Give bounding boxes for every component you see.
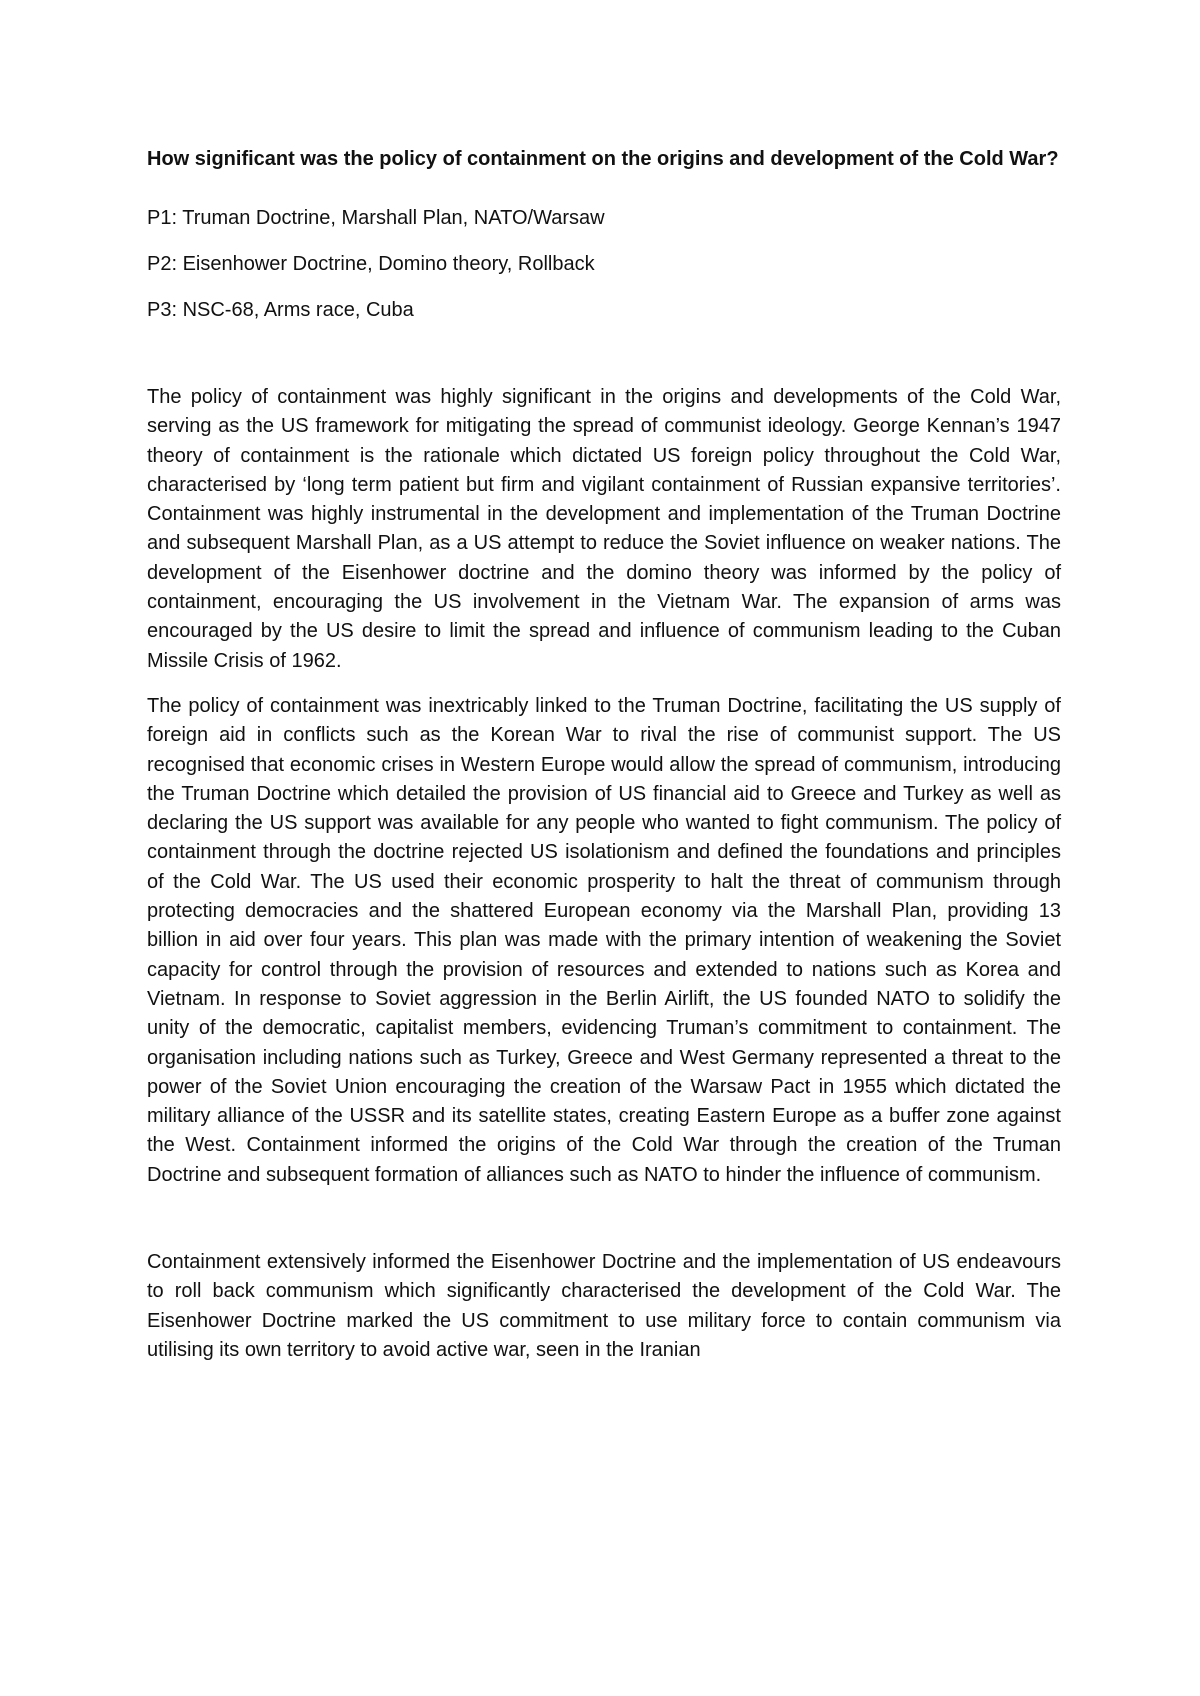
essay-title: How significant was the policy of containment on the origins and development of the Cold War? — [147, 148, 1059, 170]
outline-item-p1: P1: Truman Doctrine, Marshall Plan, NATO/Warsaw — [147, 207, 605, 229]
outline-item-p2: P2: Eisenhower Doctrine, Domino theory, Rollback — [147, 253, 595, 275]
document-body — [147, 145, 1061, 1381]
body-paragraph-1: The policy of containment was inextricably linked to the Truman Doctrine, facilitating the US supply of foreign aid in conflicts such as the Korean War to rival the rise of communist support. The US recognised that economic crises in Western Europe would allow the spread of communism, introducing the Truman Doctrine which detailed the provision of US financial aid to Greece and Turkey as well as declaring the US support was available for any people who wanted to fight communism. The policy of containment through the doctrine rejected US isolationism and defined the foundations and principles of the Cold War. The US used their economic prosperity to halt the threat of communism through protecting democracies and the shattered European economy via the Marshall Plan, providing 13 billion in aid over four years. This plan was made with the primary intention of weakening the Soviet capacity for control through the provision of resources and extended to nations such as Korea and Vietnam. In response to Soviet aggression in the Berlin Airlift, the US founded NATO to solidify the unity of the democratic, capitalist members, evidencing Truman’s commitment to containment. The organisation including nations such as Turkey, Greece and West Germany represented a threat to the power of the Soviet Union encouraging the creation of the Warsaw Pact in 1955 which dictated the military alliance of the USSR and its satellite states, creating Eastern Europe as a buffer zone against the West. Containment informed the origins of the Cold War through the creation of the Truman Doctrine and subsequent formation of alliances such as NATO to hinder the influence of communism. — [147, 694, 1061, 1186]
paragraph-outline — [147, 204, 1061, 325]
outline-item-p3: P3: NSC-68, Arms race, Cuba — [147, 299, 414, 321]
introduction-paragraph: The policy of containment was highly significant in the origins and developments of the Cold War, serving as the US framework for mitigating the spread of communist ideology. George Kennan’s 1947 theory of containment is the rationale which dictated US foreign policy throughout the Cold War, characterised by ‘long term patient but firm and vigilant containment of Russian expansive territories’. Containment was highly instrumental in the development and implementation of the Truman Doctrine and subsequent Marshall Plan, as a US attempt to reduce the Soviet influence on weaker nations. The development of the Eisenhower doctrine and the domino theory was informed by the policy of containment, encouraging the US involvement in the Vietnam War. The expansion of arms was encouraged by the US desire to limit the spread and influence of communism leading to the Cuban Missile Crisis of 1962. — [147, 386, 1061, 672]
body-paragraph-2: Containment extensively informed the Eisenhower Doctrine and the implementation of US endeavours to roll back communism which significantly characterised the development of the Cold War. The Eisenhower Doctrine marked the US commitment to use military force to contain communism via utilising its own territory to avoid active war, seen in the Iranian — [147, 1251, 1061, 1361]
